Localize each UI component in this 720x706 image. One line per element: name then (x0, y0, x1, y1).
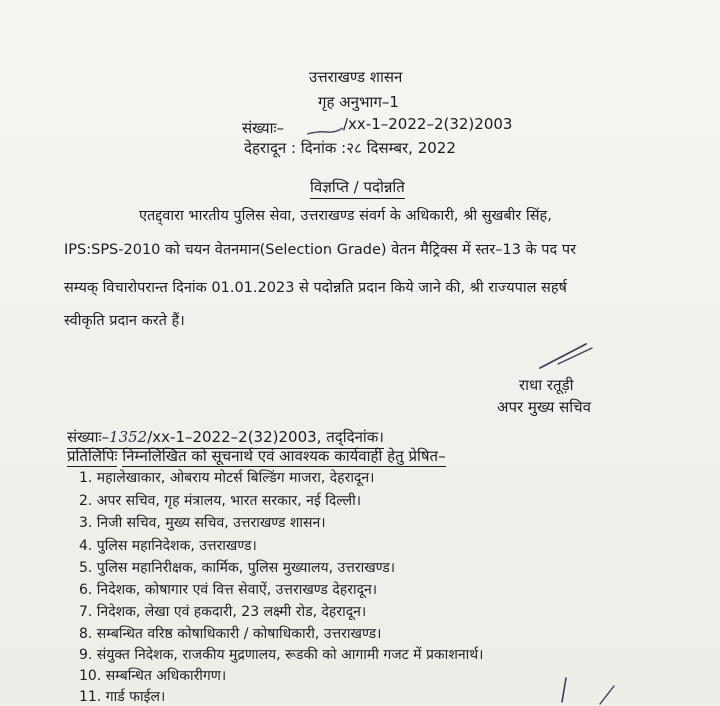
list-item: 9. संयुक्त निदेशक, राजकीय मुद्रणालय, रूडकी को आगामी गजट में प्रकाशनार्थ। (79, 647, 484, 663)
copy-ref-label: संख्याः– (67, 428, 110, 446)
signatory-name: राधा रतूड़ी (519, 376, 574, 394)
copy-heading-label: प्रतिलिपिः (67, 447, 118, 465)
list-item: 11. गार्ड फाईल। (79, 689, 166, 705)
body-line-2: IPS:SPS-2010 को चयन वेतनमान(Selection Grade) वेतन मैट्रिक्स में स्तर–13 के पद पर (64, 242, 577, 258)
place-date: देहरादून : दिनांक :२८ दिसम्बर, 2022 (244, 139, 456, 157)
government-name: उत्तराखण्ड शासन (309, 68, 403, 86)
copy-ref-number: 1352 (109, 428, 148, 446)
list-item: 7. निदेशक, लेखा एवं हकदारी, 23 लक्ष्मी रोड, देहरादून। (79, 604, 367, 620)
body-line-1: एतद्द्वारा भारतीय पुलिस सेवा, उत्तराखण्ड संवर्ग के अधिकारी, श्री सुखबीर सिंह, (139, 208, 552, 224)
list-item: 6. निदेशक, कोषागार एवं वित्त सेवाऐं, उत्तराखण्ड देहरादून। (79, 582, 378, 598)
list-item: 8. सम्बन्धित वरिष्ठ कोषाधिकारी / कोषाधिकारी, उत्तराखण्ड। (79, 626, 382, 642)
list-item: 2. अपर सचिव, गृह मंत्रालय, भारत सरकार, नई दिल्ली। (79, 493, 362, 509)
notice-title: विज्ञप्ति / पदोन्नति (310, 177, 405, 199)
list-item: 4. पुलिस महानिदेशक, उत्तराखण्ड। (79, 538, 257, 554)
list-item: 5. पुलिस महानिरीक्षक, कार्मिक, पुलिस मुख्यालय, उत्तराखण्ड। (79, 560, 396, 576)
list-item: 1. महालेखाकार, ओबराय मोटर्स बिल्डिंग माजरा, देहरादून। (79, 470, 375, 486)
list-item: 3. निजी सचिव, मुख्य सचिव, उत्तराखण्ड शासन। (79, 515, 326, 531)
signature-mark (536, 338, 596, 372)
copy-heading-rest: निम्नलिखित को सूचनार्थ एवं आवश्यक कार्यवाही हेतु प्रेषित– (122, 447, 446, 465)
signatory-designation: अपर मुख्य सचिव (497, 398, 591, 416)
copy-ref-rest: /xx-1–2022–2(32)2003, तद्‌दिनांक। (147, 428, 384, 446)
list-item: 10. सम्बन्धित अधिकारीगण। (79, 668, 227, 684)
initials-mark (540, 672, 630, 705)
body-line-3: सम्यक् विचारोपरान्त दिनांक 01.01.2023 से पदोन्नति प्रदान किये जाने की, श्री राज्यपाल सहर्ष (64, 280, 567, 296)
number-handwritten-stroke (305, 120, 345, 140)
body-line-4: स्वीकृति प्रदान करते हैं। (64, 313, 185, 329)
number-value: /xx-1–2022–2(32)2003 (343, 115, 513, 133)
number-label: संख्याः– (242, 119, 285, 137)
copy-heading (67, 446, 446, 466)
department-name: गृह अनुभाग–1 (318, 93, 399, 111)
